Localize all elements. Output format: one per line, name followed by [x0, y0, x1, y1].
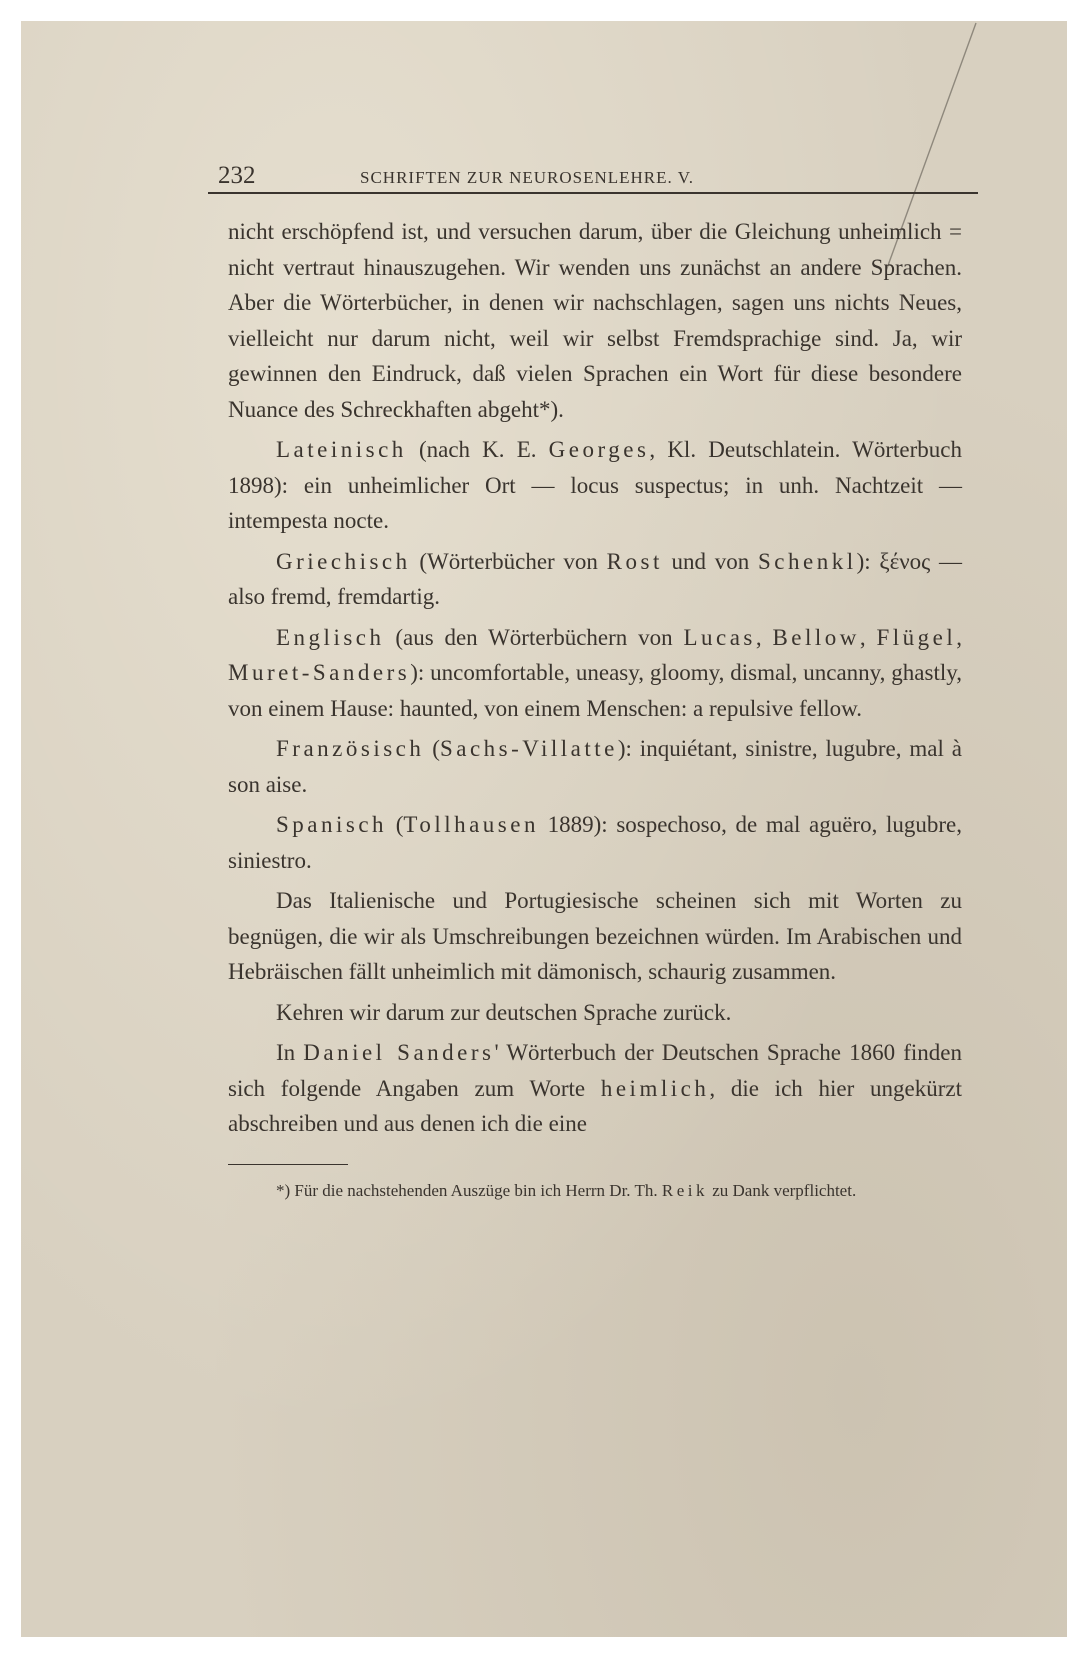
text-run: (nach K. E.	[406, 437, 549, 462]
paragraph-latin	[228, 432, 962, 539]
source-name: Sachs-Villatte	[439, 736, 618, 761]
page-number: 232	[218, 162, 256, 189]
text-run: In	[276, 1040, 304, 1065]
page-header	[208, 152, 978, 194]
source-name: Flügel	[876, 624, 957, 650]
main-text	[208, 214, 962, 1206]
language-name: Spanisch	[276, 812, 388, 837]
language-name: Griechisch	[276, 548, 411, 574]
footnote-divider	[228, 1164, 348, 1165]
text-run: ' Wörterbuch der Deutschen Sprache 1860 finden sich folgende Angaben zum Worte	[228, 1040, 962, 1101]
text-run: zu Dank verpflichtet.	[707, 1180, 857, 1200]
running-head: SCHRIFTEN ZUR NEUROSENLEHRE. V.	[360, 168, 695, 187]
text-run: ): inquiétant, sinistre, lugubre, mal à son aise.	[228, 736, 962, 797]
text-run: *) Für die nachstehenden Auszüge bin ich Herrn Dr. Th.	[276, 1180, 662, 1200]
text-run: 1889): sospechoso, de mal aguëro, lugubre, siniestro.	[228, 812, 962, 873]
text-run: (	[387, 812, 404, 837]
text-run: ): uncomfortable, uneasy, gloomy, dismal, uncanny, ghastly, von einem Hause: haunted, von einem Menschen: a repulsive fellow.	[228, 660, 962, 721]
paragraph-english	[228, 620, 962, 727]
paragraph-italian: Das Italienische und Portugiesische scheinen sich mit Worten zu begnügen, die wir als Umschreibungen bezeichnen würden. Im Arabischen und Hebräischen fällt unheimlich mit dämonisch, schaurig zusammen.	[228, 888, 962, 984]
text-run: (	[424, 736, 440, 761]
paragraph-return: Kehren wir darum zur deutschen Sprache zurück.	[276, 999, 732, 1025]
source-name: Georges	[548, 437, 650, 462]
footnote	[228, 1175, 962, 1206]
source-name: Rost	[606, 548, 663, 574]
book-page	[208, 152, 978, 1206]
language-name: Englisch	[276, 624, 385, 650]
text-run: ,	[859, 624, 877, 650]
paragraph-sanders	[228, 1035, 962, 1142]
text-run: , Kl. Deutschlatein. Wörterbuch 1898): ein unheimlicher Ort — locus suspectus; in unh. Nachtzeit — intempesta nocte.	[228, 437, 962, 533]
source-name: Tollhausen	[403, 812, 539, 837]
text-run: (Wörterbücher von	[410, 548, 607, 574]
text-run: (aus den Wörterbüchern von	[384, 624, 684, 650]
paragraph-intro: nicht erschöpfend ist, und versuchen darum, über die Gleichung unheimlich = nicht vertraut hinauszugehen. Wir wenden uns zunächst an andere Sprachen. Aber die Wörterbücher, in denen wir nachschlagen, sagen uns nichts Neues, vielleicht nur darum nicht, weil wir selbst Fremdsprachige sind. Ja, wir gewinnen den Eindruck, daß vielen Sprachen ein Wort für diese besondere Nuance des Schreckhaften abgeht*).	[228, 219, 962, 422]
paragraph-french	[228, 731, 962, 802]
text-run: und von	[662, 548, 758, 574]
language-name: Lateinisch	[276, 437, 407, 462]
text-run: ): ξένος — also fremd, fremdartig.	[228, 548, 963, 609]
language-name: Französisch	[276, 736, 425, 761]
source-name: Muret-Sanders	[228, 660, 411, 685]
text-run: ,	[956, 624, 962, 650]
source-name: Bellow	[772, 624, 860, 650]
source-name: Lucas	[683, 624, 756, 650]
text-run: ,	[755, 624, 773, 650]
paragraph-spanish	[228, 807, 962, 878]
source-name: Schenkl	[758, 548, 857, 574]
paragraph-greek	[228, 544, 962, 615]
footnote-name: Reik	[661, 1180, 708, 1200]
keyword: heimlich	[600, 1075, 710, 1101]
author-name: Daniel Sanders	[303, 1040, 495, 1065]
text-run: , die ich hier ungekürzt abschreiben und aus denen ich die eine	[228, 1075, 962, 1136]
